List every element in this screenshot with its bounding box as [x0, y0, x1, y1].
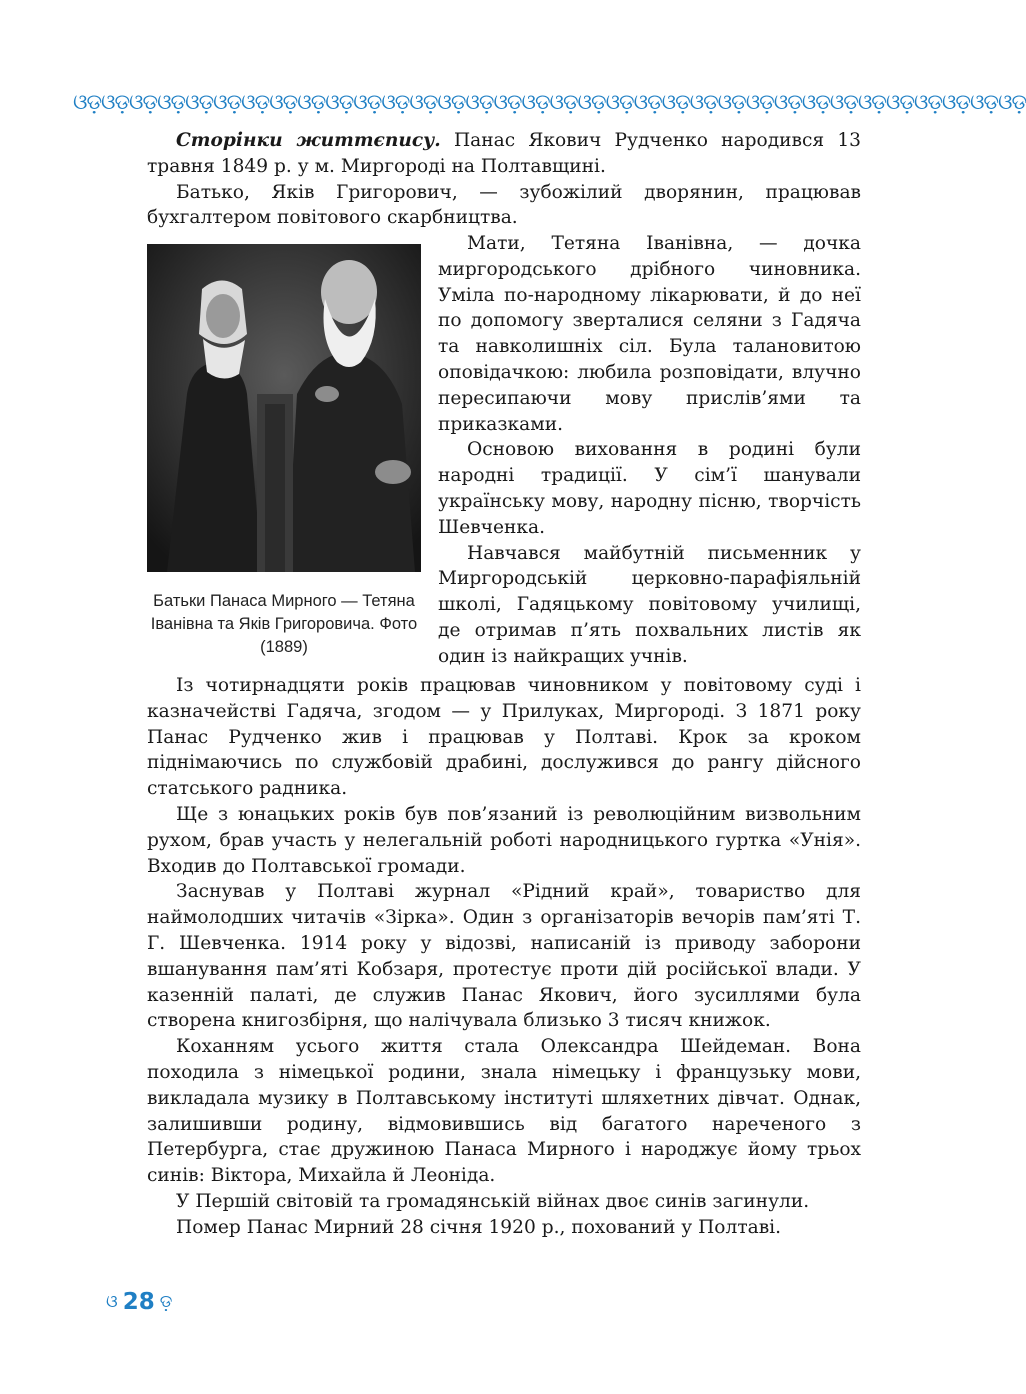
wrap-paragraph-3: Навчався майбутній письменник у Миргородській церковно-парафіяльній школі, Гадяцькому повітовому училищі, де отримав п’ять похвальних листів як один із найкращих учнів.: [438, 542, 861, 667]
intro-text: [147, 128, 861, 231]
wrap-paragraph-1: Мати, Тетяна Іванівна, — дочка миргородського дрібного чиновника. Уміла по-народному лікарювати, й до неї по допомогу зверталися селяни з Гадяча та навколишніх сіл. Була талановитою оповідачкою: любила розповідати, влучно пересипаючи мову прислів’ями та приказками.: [438, 233, 861, 435]
main-paragraph-6: Помер Панас Мирний 28 січня 1920 р., похований у Полтаві.: [176, 1216, 782, 1238]
intro-paragraph-1: Сторінки життєпису. Панас Якович Рудченко народився 13 травня 1849 р. у м. Миргороді на Полтавщині.: [147, 130, 861, 177]
header-ornament: ଓଡ଼ଓଡ଼ଓଡ଼ଓଡ଼ଓଡ଼ଓଡ଼ଓଡ଼ଓଡ଼ଓଡ଼ଓଡ଼ଓଡ଼ଓଡ଼ଓଡ଼ଓଡ଼ଓଡ଼ଓଡ଼ଓଡ଼ଓଡ଼ଓଡ଼ଓଡ଼ଓଡ଼ଓଡ଼ଓଡ଼ଓଡ଼ଓଡ଼ଓଡ଼ଓଡ଼ଓଡ଼ଓଡ଼ଓଡ଼ଓଡ଼ଓଡ଼ଓଡ଼ଓଡ଼: [73, 90, 1026, 114]
section-title: Сторінки життєпису.: [176, 130, 441, 151]
main-paragraph-3: Заснував у Полтаві журнал «Рідний край», товариство для наймолодших читачів «Зірка». Один з організаторів вечорів пам’яті Т. Г. Шевченка. 1914 року у відозві, написаній із приводу заборони вшанування пам’яті Кобзаря, протестує проти дій російської влади. У казенній палаті, де служив Панас Якович, його зусиллями була створена книгозбірня, що налічувала близько 3 тисяч книжок.: [147, 881, 861, 1032]
main-text: [147, 673, 861, 1241]
intro-paragraph-2: Батько, Яків Григорович, — зубожілий дворянин, працював бухгалтером повітового скарбництва.: [147, 181, 861, 229]
main-paragraph-2: Ще з юнацьких років був пов’язаний із революційним визвольним рухом, брав участь у нелегальній роботі народницького гуртка «Унія». Входив до Полтавської громади.: [147, 803, 861, 877]
right-ornament-icon: ଡ଼: [159, 1292, 173, 1312]
parents-photo: [147, 244, 421, 572]
main-paragraph-5: У Першій світовій та громадянській війнах двоє синів загинули.: [176, 1190, 810, 1212]
page-number-block: [106, 1287, 172, 1317]
wrap-paragraph-2: Основою виховання в родині були народні традиції. У сім’ї шанували українську мову, народну пісню, творчість Шевченка.: [438, 439, 861, 538]
photo-caption: Батьки Панаса Мирного — Тетяна Іванівна та Яків Григоровича. Фото (1889): [150, 592, 418, 656]
wrapped-text: [438, 231, 861, 670]
main-paragraph-1: Із чотирнадцяти років працював чиновником у повітовому суді і казначействі Гадяча, згодом — у Прилуках, Миргороді. З 1871 року Панас Рудченко жив і працював у Полтаві. Крок за кроком піднімаючись по службовій драбині, дослужився до рангу дійсного статського радника.: [147, 675, 861, 800]
parents-photo-image: [147, 244, 421, 572]
page-number: 28: [122, 1289, 155, 1315]
main-paragraph-4: Коханням усього життя стала Олександра Шейдеман. Вона походила з німецької родини, знала німецьку і французьку мови, викладала музику в Полтавському інституті шляхетних дівчат. Однак, залишивши родину, відмовившись від багатого нареченого з Петербурга, стає дружиною Панаса Мирного і народжує йому трьох синів: Віктора, Михайла й Леоніда.: [147, 1036, 861, 1187]
left-ornament-icon: ଓ: [106, 1292, 118, 1312]
